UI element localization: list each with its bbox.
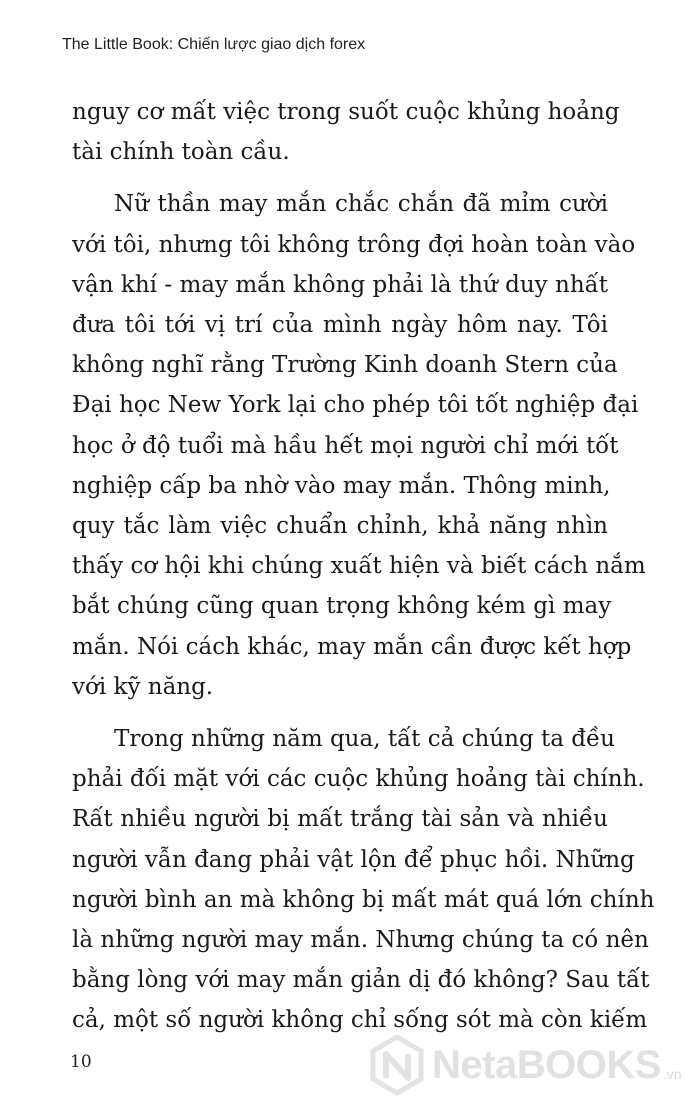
text-line: người vẫn đang phải vật lộn để phục hồi. Những bbox=[72, 846, 635, 873]
text-line: là những người may mắn. Nhưng chúng ta có nên bbox=[72, 927, 649, 954]
text-line: với tôi, nhưng tôi không trông đợi hoàn toàn vào bbox=[72, 231, 636, 258]
paragraph-2 bbox=[72, 184, 646, 707]
text-line: cả, một số người không chỉ sống sót mà còn kiếm bbox=[72, 1007, 648, 1034]
text-line: phải đối mặt với các cuộc khủng hoảng tài chính. bbox=[72, 766, 645, 793]
text-line: với kỹ năng. bbox=[72, 673, 214, 700]
text-line: bắt chúng cũng quan trọng không kém gì may bbox=[72, 593, 612, 620]
text-line: tài chính toàn cầu. bbox=[72, 139, 290, 166]
text-line: không nghĩ rằng Trường Kinh doanh Stern của bbox=[72, 352, 618, 379]
text-line: đưa tôi tới vị trí của mình ngày hôm nay. Tôi bbox=[72, 312, 608, 339]
paragraph-1 bbox=[72, 92, 620, 172]
text-line: nguy cơ mất việc trong suốt cuộc khủng hoảng bbox=[72, 99, 620, 125]
text-line: người bình an mà không bị mất mát quá lớn chính bbox=[72, 886, 655, 913]
text-line: bằng lòng với may mắn giản dị đó không? Sau tất bbox=[72, 967, 650, 994]
text-line: Đại học New York lại cho phép tôi tốt nghiệp đại bbox=[72, 392, 639, 419]
text-line: vận khí - may mắn không phải là thứ duy nhất bbox=[72, 271, 608, 298]
watermark-brand: NetaBOOKS bbox=[432, 1042, 661, 1087]
watermark-suffix: .vn bbox=[662, 1066, 682, 1082]
text-line: nghiệp cấp ba nhờ vào may mắn. Thông minh, bbox=[72, 472, 611, 499]
text-line: mắn. Nói cách khác, may mắn cần được kết hợp bbox=[72, 633, 632, 660]
page-number: 10 bbox=[70, 1052, 92, 1072]
body-text bbox=[72, 92, 655, 1041]
text-line: học ở độ tuổi mà hầu hết mọi người chỉ mới tốt bbox=[72, 432, 619, 459]
watermark bbox=[366, 1028, 688, 1102]
text-line: Rất nhiều người bị mất trắng tài sản và nhiều bbox=[72, 806, 608, 833]
text-line: thấy cơ hội khi chúng xuất hiện và biết cách nắm bbox=[72, 553, 646, 580]
text-line: Trong những năm qua, tất cả chúng ta đều bbox=[114, 726, 615, 753]
text-line: Nữ thần may mắn chắc chắn đã mỉm cười bbox=[114, 191, 608, 218]
paragraph-3 bbox=[72, 719, 655, 1041]
neta-logo-icon bbox=[366, 1034, 428, 1096]
text-line: quy tắc làm việc chuẩn chỉnh, khả năng nhìn bbox=[72, 513, 608, 540]
running-header: The Little Book: Chiến lược giao dịch forex bbox=[62, 36, 366, 53]
